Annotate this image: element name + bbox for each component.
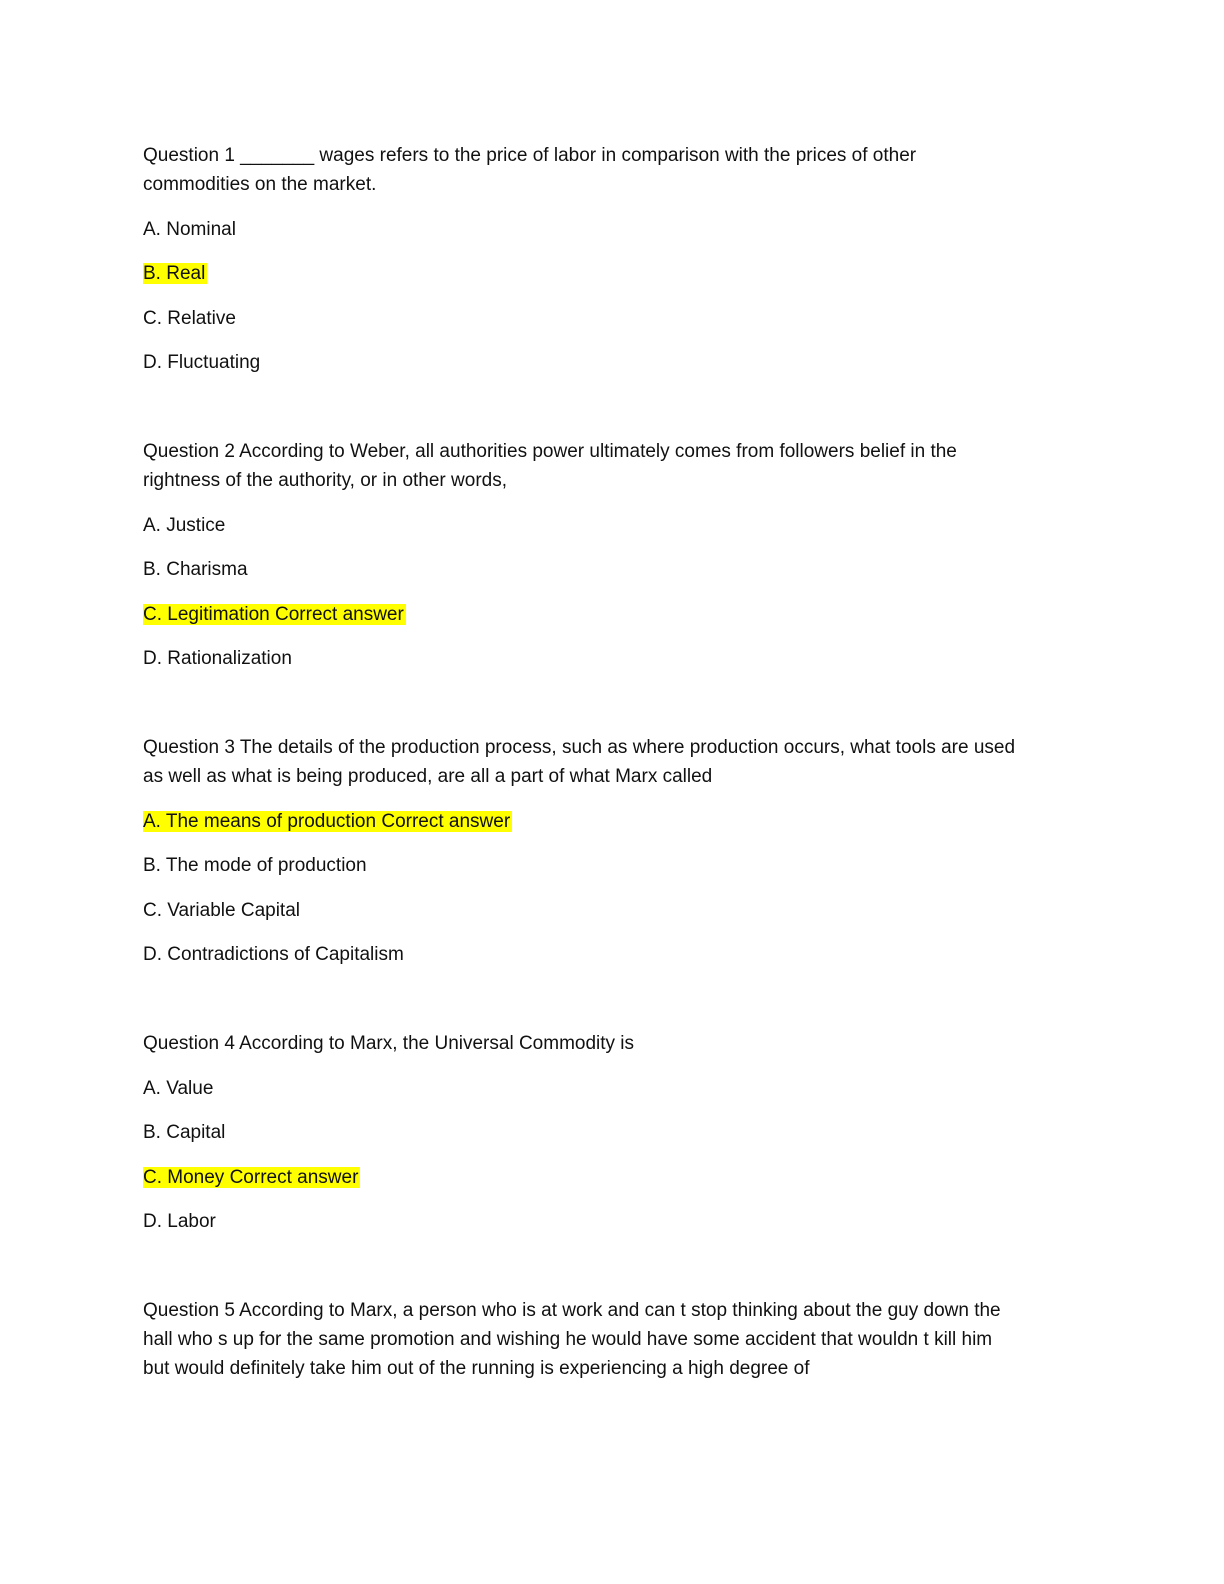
question-3-option-d	[143, 944, 404, 966]
question-1-text-line-2: commodities on the market.	[143, 174, 377, 195]
option-text: D. Rationalization	[143, 648, 292, 669]
question-2-text-line-2: rightness of the authority, or in other words,	[143, 470, 507, 491]
question-1-option-a	[143, 219, 236, 241]
question-2-option-d	[143, 648, 292, 670]
question-3-option-b	[143, 855, 367, 877]
option-text: D. Labor	[143, 1211, 216, 1232]
question-1-option-d	[143, 352, 260, 374]
question-2-option-b	[143, 559, 248, 581]
question-5-text-line-1: Question 5 According to Marx, a person who is at work and can t stop thinking about the guy down the	[143, 1300, 1001, 1321]
question-4-option-b	[143, 1122, 225, 1144]
question-1-text-line-1: Question 1 _______ wages refers to the price of labor in comparison with the prices of other	[143, 145, 917, 166]
option-text: C. Relative	[143, 308, 236, 329]
option-text: D. Fluctuating	[143, 352, 261, 373]
option-text: A. Justice	[143, 515, 226, 536]
highlighted-option-text: C. Money Correct answer	[143, 1167, 359, 1188]
question-1-option-c	[143, 308, 236, 330]
question-3-text-line-2: as well as what is being produced, are all a part of what Marx called	[143, 766, 713, 787]
highlighted-option-text: C. Legitimation Correct answer	[143, 604, 404, 625]
option-text: D. Contradictions of Capitalism	[143, 944, 404, 965]
option-text: A. Nominal	[143, 219, 236, 240]
option-text: B. Capital	[143, 1122, 226, 1143]
question-2-text-line-1: Question 2 According to Weber, all authorities power ultimately comes from followers belief in the	[143, 441, 957, 462]
question-3-option-a	[143, 811, 512, 833]
option-text: B. The mode of production	[143, 855, 367, 876]
question-4-option-a	[143, 1078, 213, 1100]
question-4-option-c	[143, 1167, 360, 1189]
question-4-option-d	[143, 1211, 216, 1233]
option-text: A. Value	[143, 1078, 214, 1099]
highlighted-option-text: B. Real	[143, 263, 206, 284]
question-5-text-line-3: but would definitely take him out of the running is experiencing a high degree of	[143, 1358, 810, 1379]
option-text: B. Charisma	[143, 559, 248, 580]
question-5-text-line-2: hall who s up for the same promotion and wishing he would have some accident that wouldn t kill him	[143, 1329, 993, 1350]
highlighted-option-text: A. The means of production Correct answer	[143, 811, 511, 832]
option-text: C. Variable Capital	[143, 900, 301, 921]
question-4-text-line-1: Question 4 According to Marx, the Universal Commodity is	[143, 1033, 635, 1054]
question-2-option-a	[143, 515, 225, 537]
question-1-option-b	[143, 263, 207, 285]
question-3-text-line-1: Question 3 The details of the production process, such as where production occurs, what tools are used	[143, 737, 1016, 758]
question-2-option-c	[143, 604, 406, 626]
question-3-option-c	[143, 900, 300, 922]
